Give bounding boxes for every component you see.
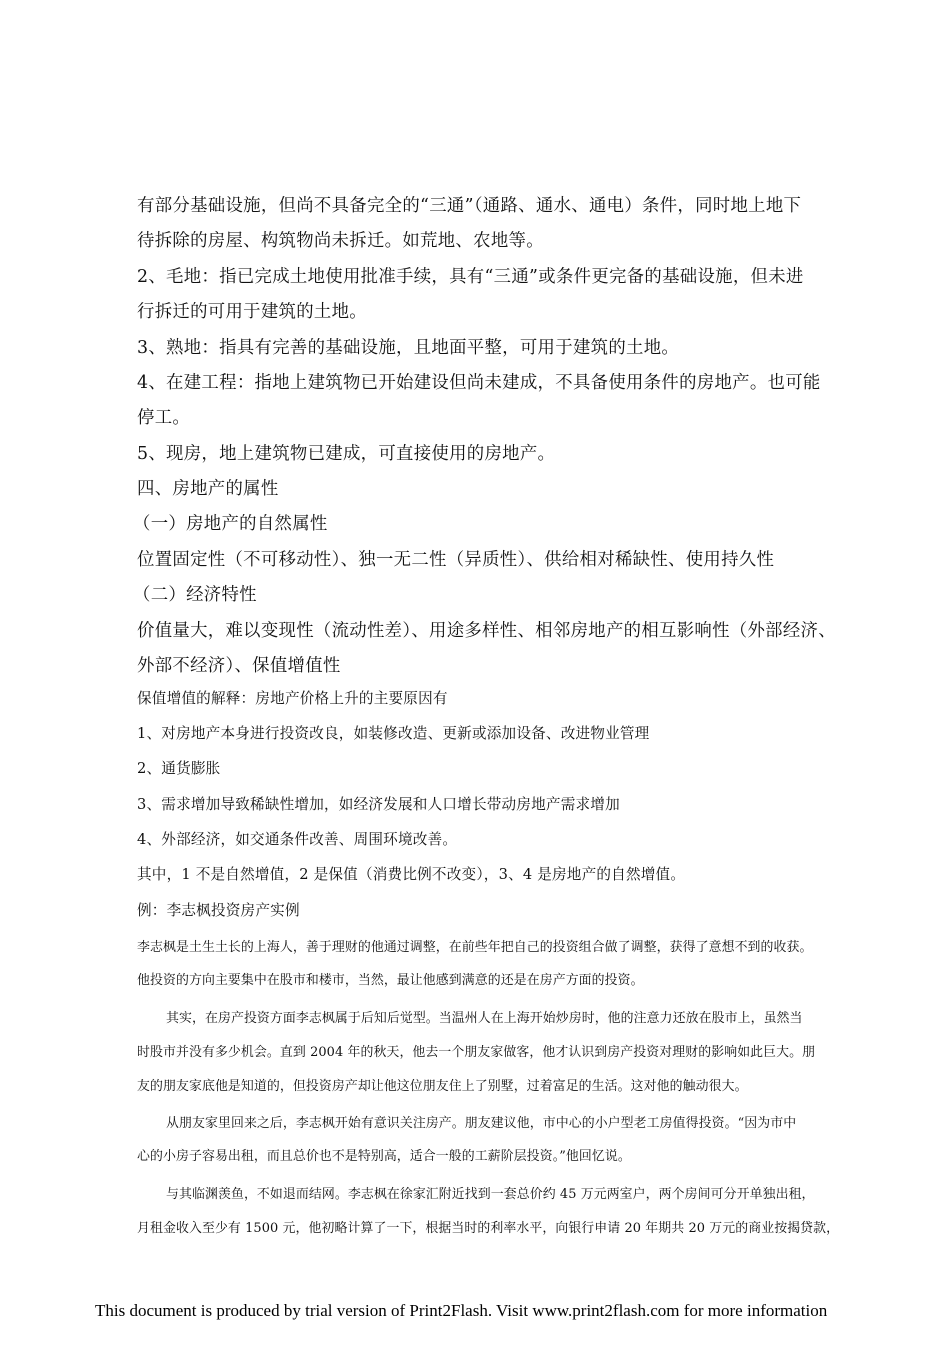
text-line: 停工。 (137, 408, 191, 428)
text-line: 心的小房子容易出租，而且总价也不是特别高，适合一般的工薪阶层投资。”他回忆说。 (137, 1149, 631, 1164)
section-heading: 四、房地产的属性 (137, 479, 279, 499)
text-line: 与其临渊羡鱼，不如退而结网。李志枫在徐家汇附近找到一套总价约 45 万元两室户，两个房间可分开单独出租， (166, 1187, 815, 1202)
text-line: 他投资的方向主要集中在股市和楼市，当然，最让他感到满意的还是在房产方面的投资。 (137, 973, 644, 988)
text-line: 保值增值的解释：房地产价格上升的主要原因有 (137, 690, 448, 707)
text-line: 4、在建工程：指地上建筑物已开始建设但尚未建成，不具备使用条件的房地产。也可能 (137, 373, 821, 393)
example-heading: 例：李志枫投资房产实例 (137, 902, 300, 919)
subsection-heading: （一）房地产的自然属性 (133, 514, 328, 534)
list-item: 1、对房地产本身进行投资改良，如装修改造、更新或添加设备、改进物业管理 (137, 725, 650, 742)
text-line: 李志枫是土生土长的上海人，善于理财的他通过调整，在前些年把自己的投资组合做了调整，获得了意想不到的收获。 (137, 940, 813, 955)
trial-footer-notice: This document is produced by trial version of Print2Flash. Visit www.print2flash.com for more information (95, 1301, 828, 1320)
text-line: 其中，1 不是自然增值，2 是保值（消费比例不改变），3、4 是房地产的自然增值。 (137, 866, 686, 883)
text-line: 待拆除的房屋、构筑物尚未拆迁。如荒地、农地等。 (137, 231, 544, 251)
list-item: 4、外部经济，如交通条件改善、周围环境改善。 (137, 831, 458, 848)
text-line: 位置固定性（不可移动性）、独一无二性（异质性）、供给相对稀缺性、使用持久性 (137, 550, 775, 570)
list-item: 2、通货膨胀 (137, 760, 221, 777)
text-line: 价值量大，难以变现性（流动性差）、用途多样性、相邻房地产的相互影响性（外部经济、 (137, 621, 836, 641)
text-line: 友的朋友家底他是知道的，但投资房产却让他这位朋友住上了别墅，过着富足的生活。这对他的触动很大。 (137, 1079, 748, 1094)
text-line: 5、现房，地上建筑物已建成，可直接使用的房地产。 (137, 444, 556, 464)
text-line: 其实，在房产投资方面李志枫属于后知后觉型。当温州人在上海开始炒房时，他的注意力还放在股市上，虽然当 (166, 1011, 803, 1026)
text-line: 时股市并没有多少机会。直到 2004 年的秋天，他去一个朋友家做客，他才认识到房产投资对理财的影响如此巨大。朋 (137, 1045, 816, 1060)
text-line: 3、熟地：指具有完善的基础设施，且地面平整，可用于建筑的土地。 (137, 338, 680, 358)
text-line: 外部不经济）、保值增值性 (137, 656, 341, 676)
text-line: 2、毛地：指已完成土地使用批准手续，具有“三通”或条件更完备的基础设施，但未进 (137, 267, 804, 287)
text-line: 从朋友家里回来之后，李志枫开始有意识关注房产。朋友建议他，市中心的小户型老工房值得投资。“因为市中 (166, 1116, 797, 1131)
list-item: 3、需求增加导致稀缺性增加，如经济发展和人口增长带动房地产需求增加 (137, 796, 620, 813)
text-line: 月租金收入至少有 1500 元，他初略计算了一下，根据当时的利率水平，向银行申请 20 年期共 20 万元的商业按揭贷款， (137, 1221, 840, 1236)
text-line: 有部分基础设施，但尚不具备完全的“三通”（通路、通水、通电）条件，同时地上地下 (137, 196, 802, 216)
subsection-heading: （二）经济特性 (133, 585, 257, 605)
text-line: 行拆迁的可用于建筑的土地。 (137, 302, 367, 322)
